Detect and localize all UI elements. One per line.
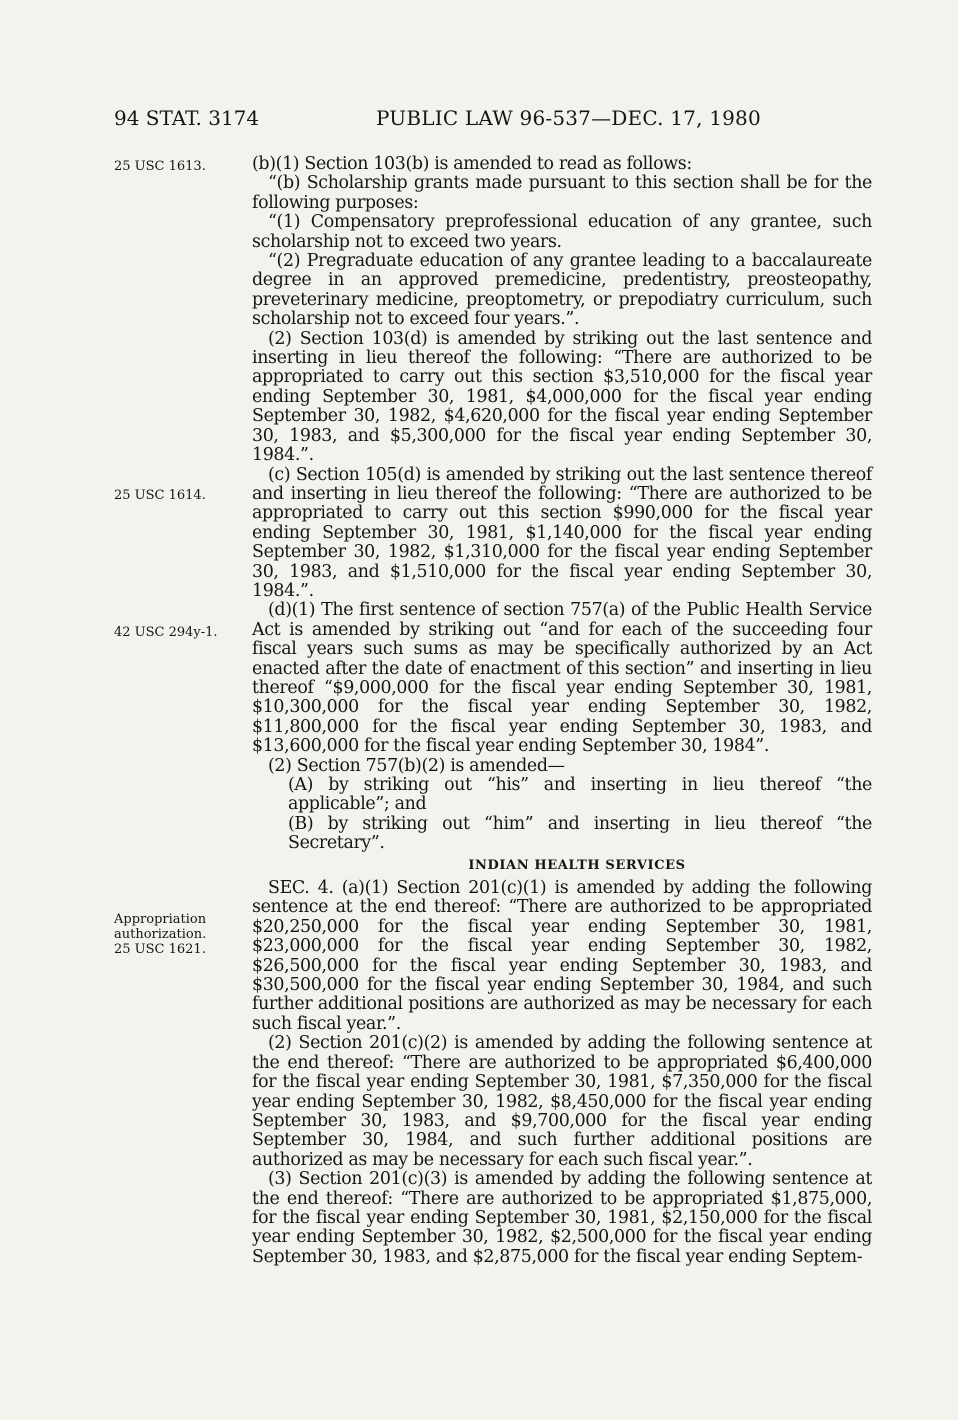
statute-body (252, 155, 872, 1267)
margin-note-appropriation: Appropriation authorization. (114, 912, 207, 942)
paragraph: (2) Section 757(b)(2) is amended— (268, 755, 565, 776)
paragraph: “(b) Scholarship grants made pursuant to this section shall be for the following purposes: (252, 173, 872, 213)
margin-note-usc-1614: 25 USC 1614. (114, 488, 206, 503)
paragraph: (B) by striking out “him” and inserting in lieu thereof “the Secretary”. (288, 813, 872, 854)
paragraph: (A) by striking out “his” and inserting in lieu thereof “the applicable”; and (288, 775, 872, 815)
paragraph: “(1) Compensatory preprofessional education of any grantee, such scholarship not to exceed two years. (252, 212, 872, 252)
section-heading: INDIAN HEALTH SERVICES (468, 857, 686, 873)
paragraph: (3) Section 201(c)(3) is amended by adding the following sentence at the end thereof: “There are authorized to be appropriated $1,875,000, for the fiscal year ending September 30, 1981, $2,150,000 for the fiscal year ending September 30, 1982, $2,500,000 for the fiscal year ending September 30, 1983, and $2,875,000 for the fiscal year ending Septem- (252, 1169, 872, 1267)
margin-note-usc-1613: 25 USC 1613. (114, 159, 206, 174)
paragraph: (c) Section 105(d) is amended by striking out the last sentence thereof and inserting in lieu thereof the following: “There are authorized to be appropriated to carry out this section $990,000 for the fiscal year ending September 30, 1981, $1,140,000 for the fiscal year ending September 30, 1982, $1,310,000 for the fiscal year ending September 30, 1983, and $1,510,000 for the fiscal year ending September 30, 1984.”. (252, 464, 872, 601)
margin-note-usc-1621: 25 USC 1621. (114, 942, 206, 957)
public-law-title: PUBLIC LAW 96-537—DEC. 17, 1980 (376, 106, 761, 130)
paragraph: (b)(1) Section 103(b) is amended to read as follows: (252, 154, 692, 174)
stat-page-number: 94 STAT. 3174 (114, 106, 260, 130)
paragraph: (2) Section 201(c)(2) is amended by adding the following sentence at the end thereof: “There are authorized to be appropriated $6,400,000 for the fiscal year ending September 30, 1981, $7,350,000 for the fiscal year ending September 30, 1982, $8,450,000 for the fiscal year ending September 30, 1983, and $9,700,000 for the fiscal year ending September 30, 1984, and such further additional positions are authorized as may be necessary for each such fiscal year.”. (252, 1033, 872, 1170)
paragraph: “(2) Pregraduate education of any grantee leading to a baccalaureate degree in an approved premedicine, predentistry, preosteopathy, preveterinary medicine, preoptometry, or prepodiatry curriculum, such scholarship not to exceed four years.”. (252, 251, 872, 330)
margin-note-usc-294y: 42 USC 294y-1. (114, 625, 218, 640)
paragraph: SEC. 4. (a)(1) Section 201(c)(1) is amended by adding the following sentence at the end thereof: “There are authorized to be appropriated $20,250,000 for the fiscal year ending September 30, 1981, $23,000,000 for the fiscal year ending September 30, 1982, $26,500,000 for the fiscal year ending September 30, 1983, and $30,500,000 for the fiscal year ending September 30, 1984, and such further additional positions are authorized as may be necessary for each such fiscal year.”. (252, 878, 872, 1034)
paragraph: (2) Section 103(d) is amended by striking out the last sentence and inserting in lieu thereof the following: “There are authorized to be appropriated to carry out this section $3,510,000 for the fiscal year ending September 30, 1981, $4,000,000 for the fiscal year ending September 30, 1982, $4,620,000 for the fiscal year ending September 30, 1983, and $5,300,000 for the fiscal year ending September 30, 1984.”. (252, 328, 872, 466)
page-header (114, 106, 874, 136)
paragraph: (d)(1) The first sentence of section 757(a) of the Public Health Service Act is amended by striking out “and for each of the succeeding four fiscal years such sums as may be specifically authorized by an Act enacted after the date of enactment of this section” and inserting in lieu thereof “$9,000,000 for the fiscal year ending September 30, 1981, $10,300,000 for the fiscal year ending September 30, 1982, $11,800,000 for the fiscal year ending September 30, 1983, and $13,600,000 for the fiscal year ending September 30, 1984”. (252, 600, 872, 757)
